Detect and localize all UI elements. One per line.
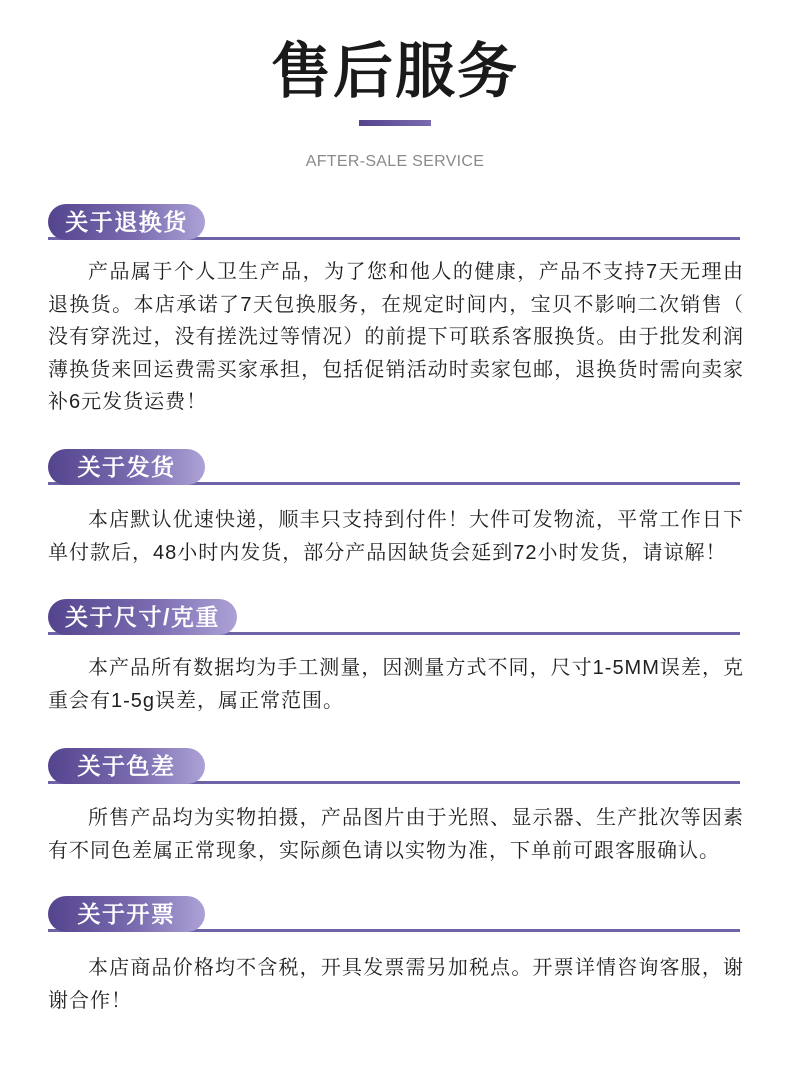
section-header — [48, 599, 744, 635]
body-text-line: 退换货。本店承诺了7天包换服务，在规定时间内，宝贝不影响二次销售（ — [48, 293, 744, 316]
section-header — [48, 748, 744, 784]
body-text-line: 本产品所有数据均为手工测量，因测量方式不同，尺寸1-5MM误差，克 — [88, 657, 744, 679]
section-body — [48, 256, 744, 419]
body-text-line: 谢合作！ — [48, 989, 132, 1012]
section-shipping — [48, 449, 744, 564]
section-body — [48, 802, 744, 867]
section-header — [48, 896, 744, 932]
page-title: 售后服务 — [271, 38, 519, 105]
body-text-line: 本店默认优速快递，顺丰只支持到付件！大件可发物流，平常工作日下 — [88, 509, 744, 531]
body-text-line: 本店商品价格均不含税，开具发票需另加税点。开票详情咨询客服，谢 — [88, 957, 744, 979]
section-heading-badge: 关于色差 — [48, 748, 205, 784]
body-text-line: 有不同色差属正常现象，实际颜色请以实物为准，下单前可跟客服确认。 — [48, 839, 720, 862]
body-text-line: 补6元发货运费！ — [48, 391, 208, 413]
section-body — [48, 952, 744, 1017]
section-heading-badge: 关于开票 — [48, 896, 205, 932]
body-text-line: 单付款后，48小时内发货，部分产品因缺货会延到72小时发货，请谅解！ — [48, 541, 727, 564]
section-header — [48, 449, 744, 485]
body-text-line: 重会有1-5g误差，属正常范围。 — [48, 689, 345, 712]
section-color-difference — [48, 748, 744, 862]
section-invoice — [48, 896, 744, 1012]
section-size-weight — [48, 599, 744, 712]
section-header — [48, 204, 744, 240]
section-heading-badge: 关于尺寸/克重 — [48, 599, 237, 635]
section-heading-badge: 关于发货 — [48, 449, 205, 485]
body-text-line: 所售产品均为实物拍摄，产品图片由于光照、显示器、生产批次等因素 — [88, 807, 744, 829]
section-body — [48, 504, 744, 569]
section-returns-exchanges — [48, 204, 744, 413]
section-body — [48, 652, 744, 717]
body-text-line: 没有穿洗过，没有搓洗过等情况）的前提下可联系客服换货。由于批发利润 — [48, 326, 744, 348]
section-heading-badge: 关于退换货 — [48, 204, 205, 240]
body-text-line: 产品属于个人卫生产品，为了您和他人的健康，产品不支持7天无理由 — [88, 261, 744, 283]
title-underline — [359, 120, 431, 126]
page-subtitle: AFTER-SALE SERVICE — [305, 153, 485, 170]
body-text-line: 薄换货来回运费需买家承担，包括促销活动时卖家包邮，退换货时需向卖家 — [48, 358, 744, 381]
